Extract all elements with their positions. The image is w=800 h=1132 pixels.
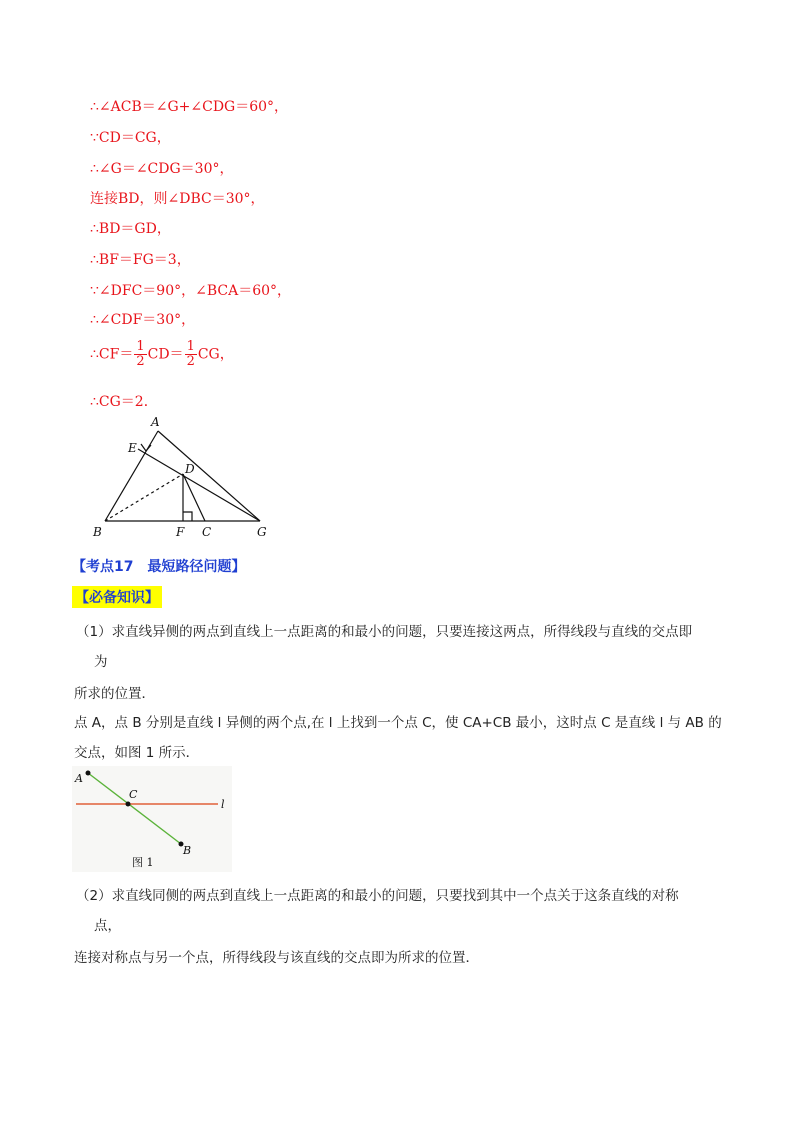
para1-line2: 为 [94,654,108,670]
label-C: C [202,525,212,539]
fraction-mid: CD＝ [147,346,184,363]
proof-final-line: ∴CG＝2． [90,394,158,410]
fraction-denominator: 2 [136,354,145,369]
fig1-label-C: C [129,788,138,801]
para2-line2: 交点，如图 1 所示． [74,745,200,761]
label-E: E [128,441,137,455]
segment-AG [158,431,260,521]
para1-line1: （1）求直线异侧的两点到直线上一点距离的和最小的问题，只要连接这两点，所得线段与直线的交点即 [76,624,693,640]
knowledge-badge: 【必备知识】 [72,586,162,608]
para3-line1: （2）求直线同侧的两点到直线上一点距离的和最小的问题，只要找到其中一个点关于这条直线的对称 [76,888,679,904]
label-B: B [93,525,102,539]
label-G: G [257,525,267,539]
fig1-label-A: A [75,772,83,785]
right-angle-mark-F [183,512,192,521]
segment-EG [138,449,260,521]
fig1-label-l: l [221,798,225,811]
fraction-one-half-2 [185,340,197,369]
proof-line-3: ∴∠G＝∠CDG＝30°， [90,161,234,177]
label-A: A [151,415,160,429]
fraction-denominator: 2 [186,354,195,369]
section-heading: 【考点17 最短路径问题】 [72,559,246,575]
figure-1 [72,766,232,872]
fig1-label-B: B [183,844,192,857]
fraction-one-half-1 [134,340,146,369]
fraction-numerator: 1 [136,339,145,354]
triangle-figure [85,412,285,542]
fraction-prefix: ∴CF＝ [90,346,134,363]
proof-line-1: ∴∠ACB＝∠G+∠CDG＝60°， [90,99,289,115]
proof-line-7: ∵∠DFC＝90°，∠BCA＝60°， [90,283,292,299]
para3-line3: 连接对称点与另一个点，所得线段与该直线的交点即为所求的位置． [74,950,479,966]
label-F: F [176,525,185,539]
segment-DC [183,474,205,521]
fig1-caption: 图 1 [132,856,154,869]
proof-line-4: 连接BD，则∠DBC＝30°， [90,191,265,207]
label-D: D [185,462,195,476]
segment-BD-dashed [105,474,183,521]
proof-line-6: ∴BF＝FG＝3， [90,252,191,268]
para3-line2: 点， [94,918,121,934]
fraction-numerator: 1 [186,339,195,354]
proof-line-5: ∴BD＝GD， [90,221,171,237]
proof-line-8: ∴∠CDF＝30°， [90,312,196,328]
para2-line1: 点 A，点 B 分别是直线 l 异侧的两个点,在 l 上找到一个点 C，使 CA+CB 最小，这时点 C 是直线 l 与 AB 的 [74,715,722,731]
fraction-suffix: CG， [197,346,234,363]
point-A [86,771,91,776]
fraction-line [90,340,234,369]
proof-line-2: ∵CD＝CG， [90,130,171,146]
point-C [126,802,131,807]
para1-line3: 所求的位置． [74,686,155,702]
